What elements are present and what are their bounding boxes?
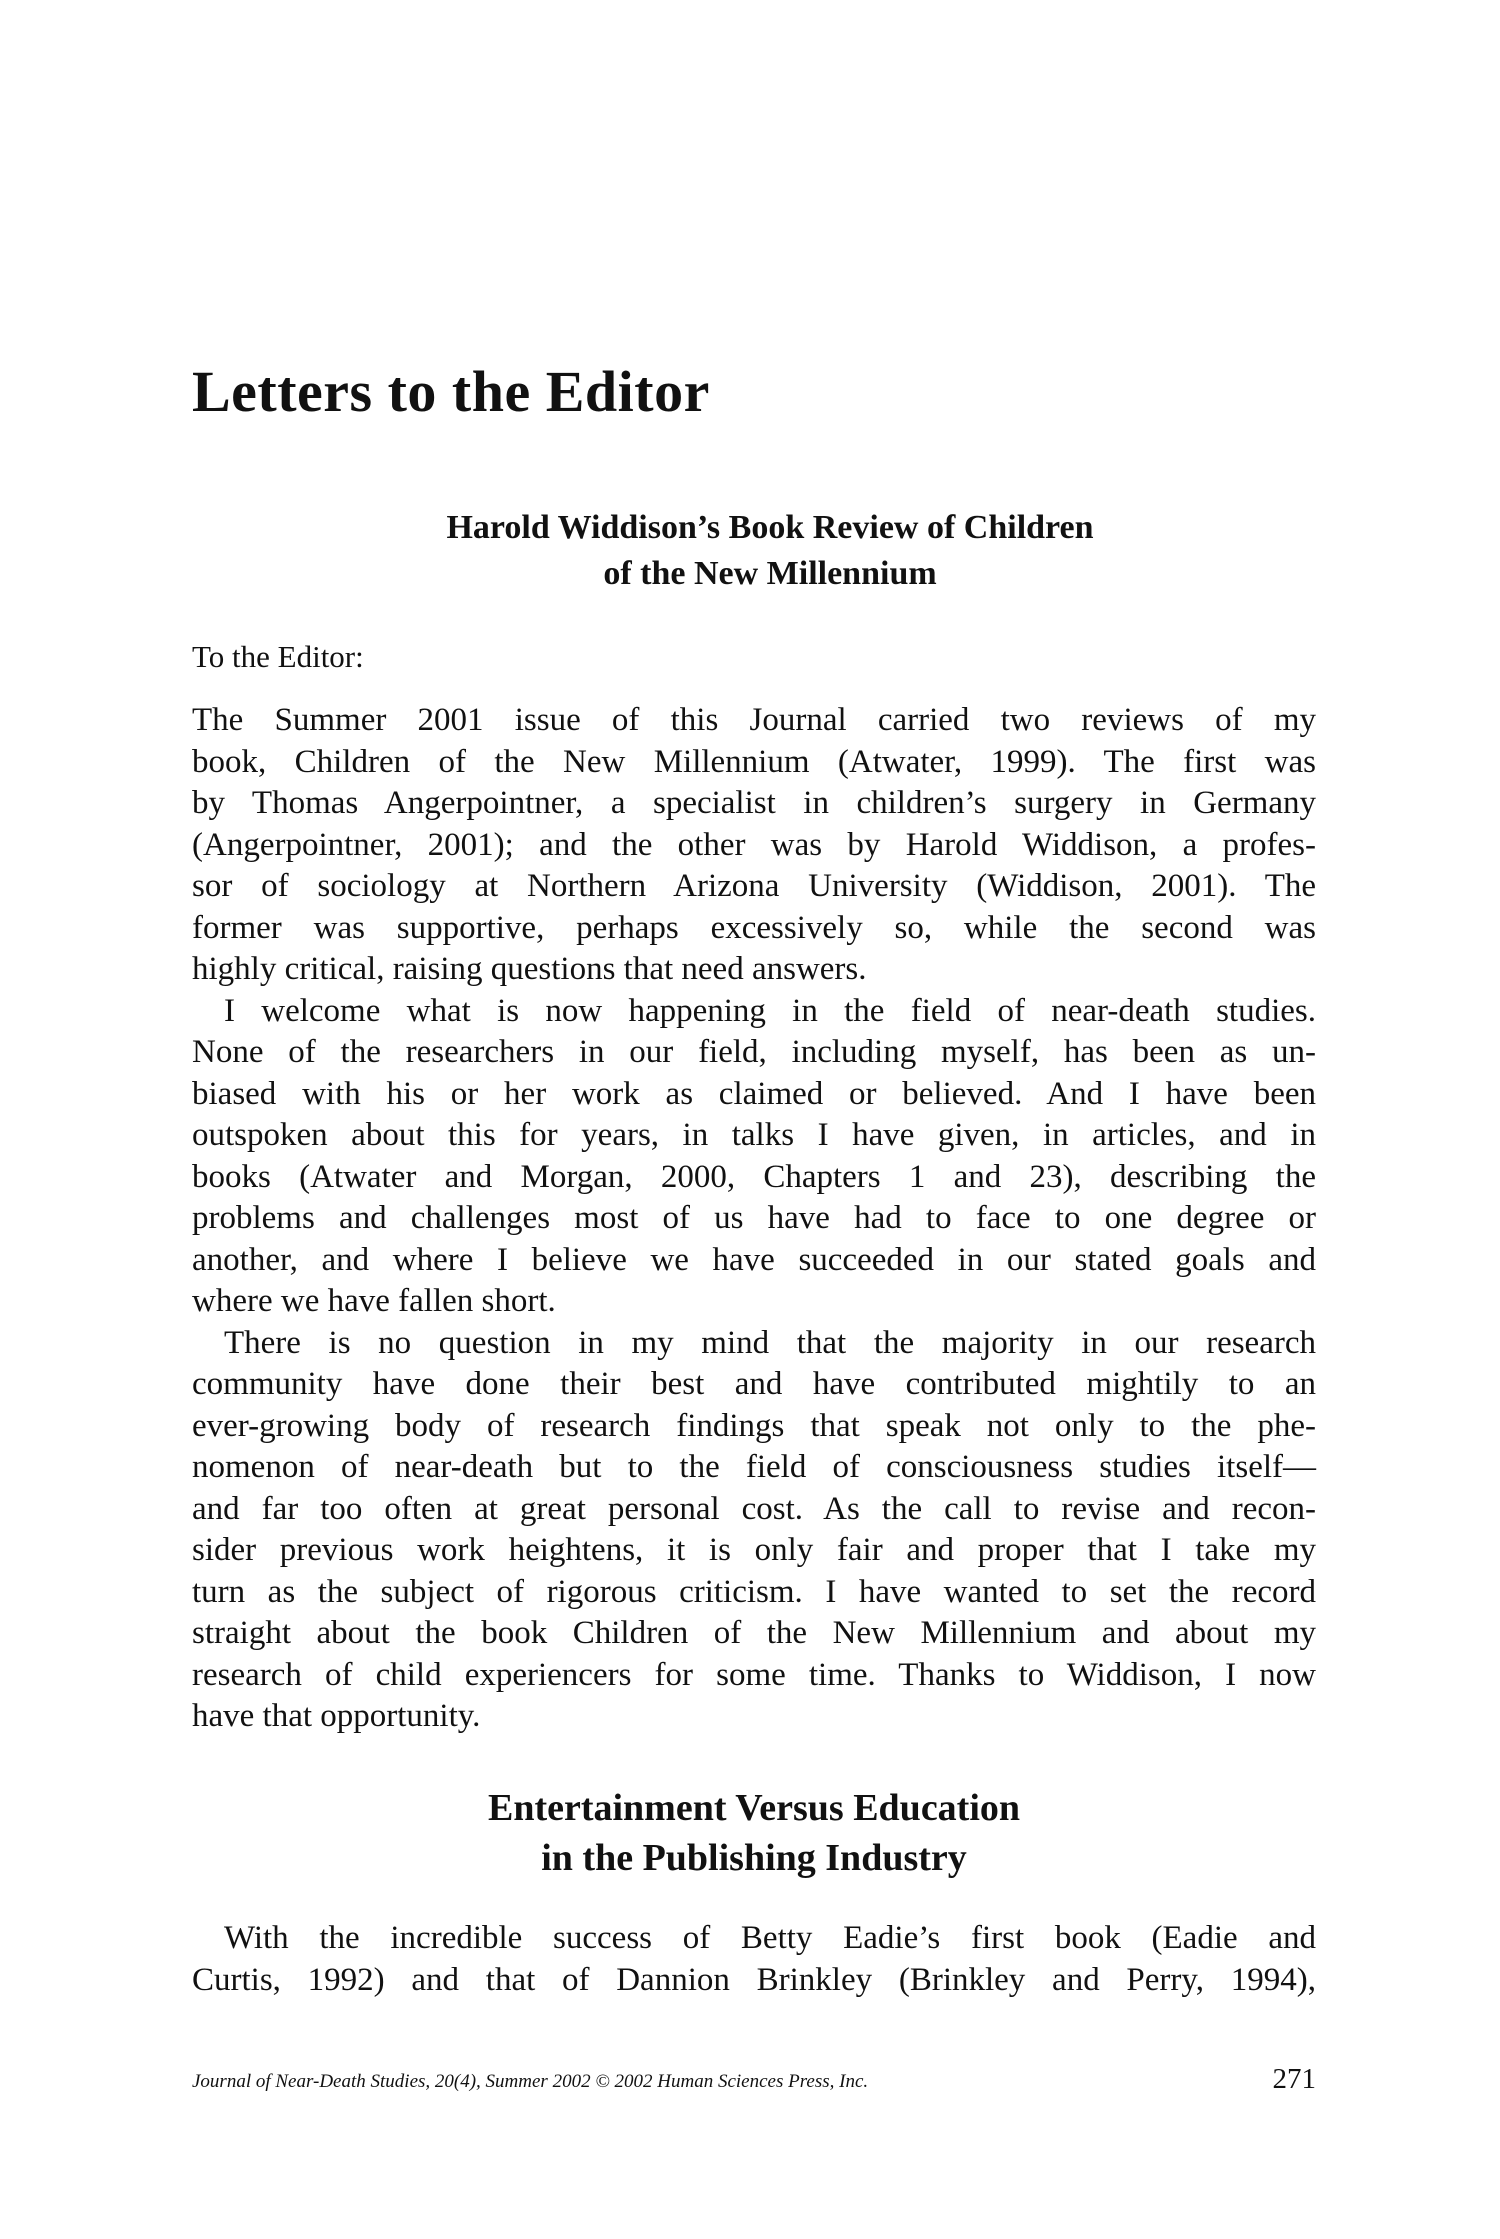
- footer-journal-citation: Journal of Near-Death Studies, 20(4), Summer 2002 © 2002 Human Sciences Press, Inc.: [192, 2071, 869, 2092]
- letter-title-line-1: Harold Widdison’s Book Review of Children: [446, 509, 1094, 546]
- text-line: With the incredible success of Betty Eadie’s first book (Eadie and: [224, 1920, 1316, 1956]
- text-line: by Thomas Angerpointner, a specialist in children’s surgery in Germany: [192, 785, 1316, 821]
- letter-title: [320, 505, 1220, 597]
- text-line: (Angerpointner, 2001); and the other was by Harold Widdison, a profes-: [192, 826, 1316, 863]
- text-line: None of the researchers in our field, including myself, has been as un-: [192, 1034, 1316, 1070]
- text-line: ever-growing body of research findings that speak not only to the phe-: [192, 1407, 1316, 1444]
- text-line: sor of sociology at Northern Arizona University (Widdison, 2001). The: [192, 868, 1316, 904]
- text-line: former was supportive, perhaps excessively so, while the second was: [192, 909, 1316, 946]
- text-line: nomenon of near-death but to the field of consciousness studies itself—: [192, 1449, 1316, 1485]
- paragraph-2: [192, 991, 1316, 1323]
- text-line: have that opportunity.: [192, 1698, 481, 1734]
- paragraph-1: [192, 700, 1316, 991]
- text-line: turn as the subject of rigorous criticism. I have wanted to set the record: [192, 1573, 1316, 1610]
- text-line: biased with his or her work as claimed or believed. And I have been: [192, 1075, 1316, 1112]
- text-line: problems and challenges most of us have had to face to one degree or: [192, 1200, 1316, 1236]
- text-line: Curtis, 1992) and that of Dannion Brinkley (Brinkley and Perry, 1994),: [192, 1961, 1316, 1998]
- text-line: where we have fallen short.: [192, 1283, 556, 1319]
- text-line: There is no question in my mind that the majority in our research: [224, 1324, 1316, 1361]
- text-line: community have done their best and have contributed mightily to an: [192, 1366, 1316, 1402]
- text-line: book, Children of the New Millennium (Atwater, 1999). The first was: [192, 743, 1316, 780]
- section-heading: [192, 1783, 1316, 1883]
- text-line: books (Atwater and Morgan, 2000, Chapters 1 and 23), describing the: [192, 1158, 1316, 1195]
- letter-title-line-2: of the New Millennium: [603, 555, 937, 592]
- section-heading-line-2: in the Publishing Industry: [541, 1837, 967, 1879]
- greeting: To the Editor:: [192, 639, 364, 674]
- text-line: The Summer 2001 issue of this Journal carried two reviews of my: [192, 702, 1316, 738]
- section-heading-line-1: Entertainment Versus Education: [487, 1787, 1021, 1829]
- letter-body: [192, 700, 1316, 1738]
- text-line: straight about the book Children of the New Millennium and about my: [192, 1615, 1316, 1651]
- text-line: outspoken about this for years, in talks I have given, in articles, and in: [192, 1117, 1316, 1153]
- section-paragraph: [192, 1918, 1316, 2001]
- paragraph-3: [192, 1323, 1316, 1738]
- text-line: highly critical, raising questions that need answers.: [192, 951, 867, 987]
- text-line: research of child experiencers for some time. Thanks to Widdison, I now: [192, 1656, 1316, 1693]
- text-line: another, and where I believe we have succeeded in our stated goals and: [192, 1241, 1316, 1278]
- page-footer: [192, 2063, 1316, 2103]
- text-line: I welcome what is now happening in the field of near-death studies.: [224, 992, 1316, 1029]
- page-number: 271: [1272, 2063, 1316, 2095]
- text-line: and far too often at great personal cost. As the call to revise and recon-: [192, 1490, 1316, 1527]
- section-body: [192, 1918, 1316, 2001]
- page-heading: Letters to the Editor: [192, 359, 710, 424]
- text-line: sider previous work heightens, it is only fair and proper that I take my: [192, 1532, 1316, 1568]
